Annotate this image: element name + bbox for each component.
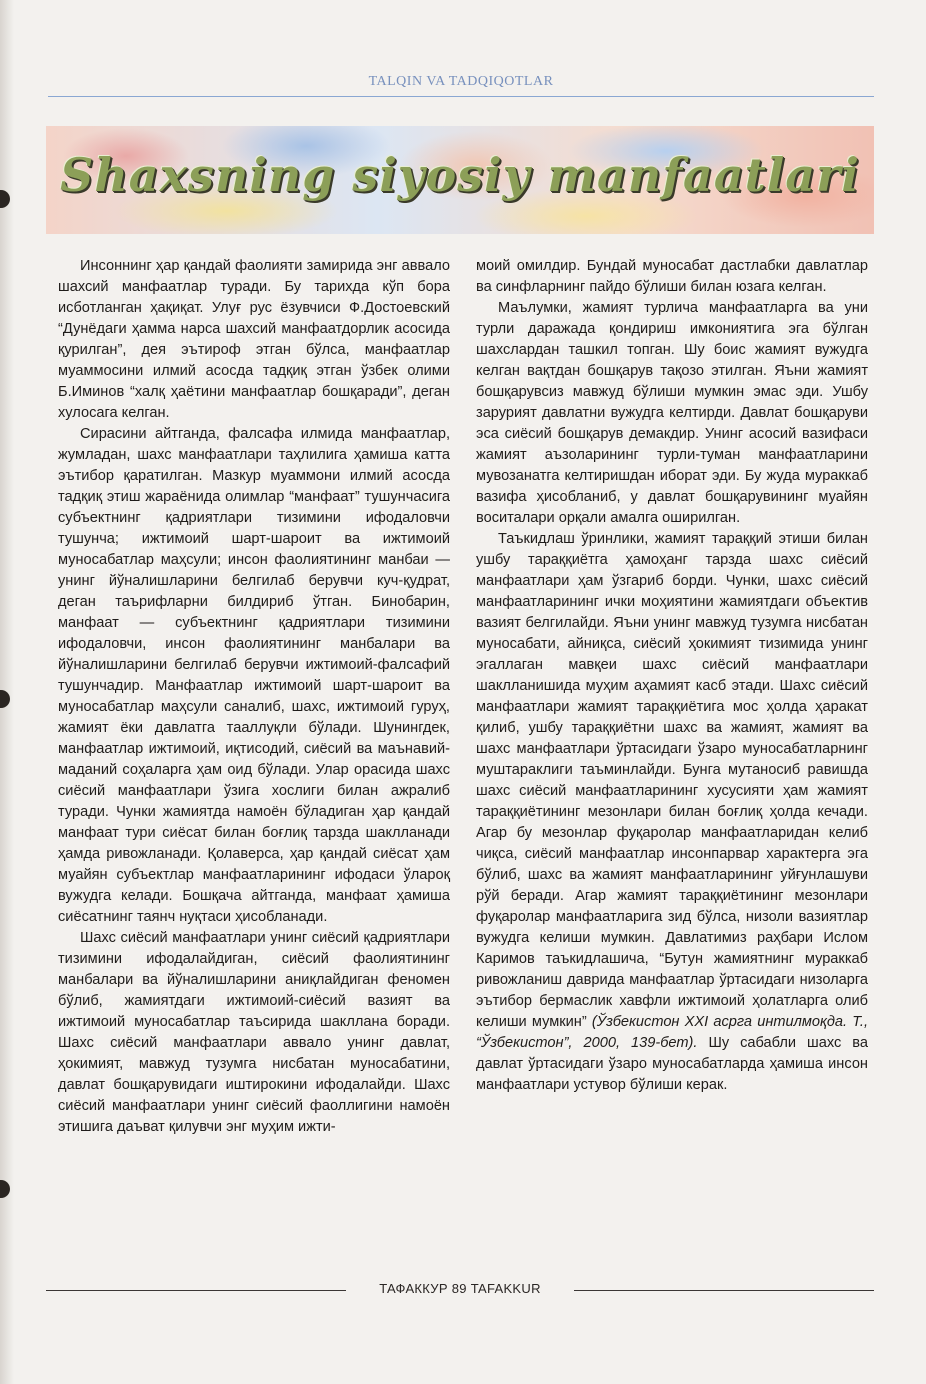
footer-text: ТАФАККУР 89 TAFAKKUR xyxy=(379,1281,541,1296)
paragraph: Сирасини айтганда, фалсафа илмида манфаатлар, жумладан, шахс манфаатлари таҳлилига ҳамиша катта эътибор қаратилган. Мазкур муаммони илмий асосда тадқиқ этиш жараёнида олимлар “манфаат” тушунчасига субъектнинг қадриятлари тизимини ифодаловчи тушунча; ижтимоий шарт-шароит ва ижтимоий муносабатлар маҳсули; инсон фаолиятининг манбаи — унинг йўналишларини белгилаб берувчи куч-қудрат, деган таърифларни билдириб ўтган. Бинобарин, манфаат — субъектнинг қадриятлари тизимини ифодаловчи, инсон фаолиятининг манбалари ва йўналишларини белгилаб берувчи ижтимоий-фалсафий тушунчадир. Манфаатлар ижтимоий шарт-шароит ва муносабатлар маҳсули саналиб, шахс, ижтимоий гуруҳ, жамият ёки давлатга тааллуқли бўлади. Шунингдек, манфаатлар ижтимоий, иқтисодий, сиёсий ва маънавий-маданий соҳаларга ҳам оид бўлади. Улар орасида шахс сиёсий манфаатлари ўзига хослиги билан ажралиб туради. Чунки жамиятда намоён бўладиган ҳар қандай манфаат тури сиёсат билан боғлиқ тарзда шаклланади ҳамда ривожланади. Қолаверса, ҳар қандай сиёсат ҳам муайян субъектлар манфаатларининг ифодаси ўлароқ вужудга келади. Бошқача айтганда, манфаат ҳамиша сиёсатнинг таянч нуқтаси ҳисобланади. xyxy=(58,426,450,925)
paragraph-continuation: моий омилдир. Бундай муносабат дастлабки давлатлар ва синфларнинг пайдо бўлиши билан юзага келган. xyxy=(476,258,868,295)
footer-rule-left xyxy=(46,1290,346,1291)
footer-rule-right xyxy=(574,1290,874,1291)
section-header xyxy=(48,72,874,97)
paragraph-with-citation xyxy=(476,529,868,1096)
section-header-text: TALQIN VA TADQIQOTLAR xyxy=(368,74,554,89)
title-banner xyxy=(46,126,874,234)
right-column xyxy=(476,256,868,1096)
paragraph: Маълумки, жамият турлича манфаатларга ва уни турли даражада қондириш имкониятига эга бўлган шахслардан ташкил топган. Шу боис жамият вужудга келган вақтдан бошқарув тақозо этилган. Яъни жамият бошқарувсиз мавжуд бўлиши мумкин эмас эди. Ушбу зарурият давлатни вужудга келтирди. Давлат бошқаруви эса сиёсий бошқарув демакдир. Унинг асосий вазифаси жамият аъзоларининг турли-туман манфаатларини мувозанатга келтиришдан иборат эди. Бу жуда мураккаб вазифа ҳисобланиб, у давлат бошқарувининг муайян воситалари орқали амалга оширилган. xyxy=(476,300,868,526)
page-footer xyxy=(46,1280,874,1300)
article-title: Shaxsning siyosiy manfaatlari xyxy=(60,148,860,202)
paragraph-text: Таъкидлаш ўринлики, жамият тараққий этиши билан ушбу тараққиётга ҳамоҳанг тарзда шахс сиёсий манфаатлари ҳам ўзгариб борди. Чунки, шахс сиёсий манфаатларининг ички моҳиятини жамиятдаги объектив вазият белгилайди. Яъни унинг мавжуд тузумга нисбатан муносабати, айниқса, сиёсий ҳокимият тизимида унинг эгаллаган мавқеи шахс сиёсий манфаатлари шаклланишида муҳим аҳамият касб этади. Шахс сиёсий манфаатлари жамият тараққиётига мос ҳолда ҳаракат қилиб, ушбу тараққиётни шахс ва жамият, жамият ва шахс манфаатлари ўртасидаги ўзаро муносабатларнинг муштараклиги таъминлайди. Бунга мутаносиб равишда шахс сиёсий манфаатларининг хусусияти ҳам жамият тараққиётининг мезонлари билан боғлиқ ҳолда кечади. Агар бу мезонлар фуқаролар манфаатларидан келиб чиқса, сиёсий манфаатлар инсонпарвар характерга эга бўлиб, шахс ва жамият манфаатларининг уйғунлашуви рўй беради. Агар жамият тараққиётининг мезонлари фуқаролар манфаатларига зид бўлса, низоли вазиятлар вужудга келиши мумкин. Давлатимиз раҳбари Ислом Каримов таъкидлашича, “Бутун жамиятнинг мураккаб ривожланиш даврида манфаатлар ўртасидаги низоларга эътибор бермаслик хавфли ижтимоий ҳолатларга олиб келиши мумкин” xyxy=(476,531,868,1030)
paragraph: Инсоннинг ҳар қандай фаолияти замирида энг аввало шахсий манфаатлар туради. Бу тарихда кўп бора исботланган ҳақиқат. Улуғ рус ёзувчиси Ф.Достоевский “Дунёдаги ҳамма нарса шахсий манфаатдорлик асосида қурилган”, дея эътироф этган бўлса, манфаатлар муаммосини илмий асосда тадқиқ этган ўзбек олими Б.Иминов “халқ ҳаётини манфаатлар бошқаради”, деган хулосага келган. xyxy=(58,258,450,421)
paragraph: Шахс сиёсий манфаатлари унинг сиёсий қадриятлари тизимини ифодалайдиган, сиёсий фаолиятининг манбалари ва йўналишларини аниқлайдиган феномен бўлиб, жамиятдаги ижтимоий-сиёсий вазият ва ижтимоий муносабатлар таъсирида шакллана боради. Шахс сиёсий манфаатлари аввало унинг давлат, ҳокимият, мавжуд тузумга нисбатан муносабатини, давлат бошқарувидаги иштирокини ифодалайди. Шахс сиёсий манфаатлари унинг сиёсий фаоллигини намоён этишига даъват қилувчи энг муҳим ижти- xyxy=(58,930,450,1135)
left-column xyxy=(58,256,450,1138)
citation: (Ўзбекистон XXI асрга интилмоқда. Т., “Ўзбекистон”, 2000, 139-бет). xyxy=(476,1014,869,1051)
paragraph-text: Шу сабабли шахс ва давлат ўртасидаги ўзаро муносабатларда ҳамиша инсон манфаатлари устувор бўлиши керак. xyxy=(476,1035,868,1093)
